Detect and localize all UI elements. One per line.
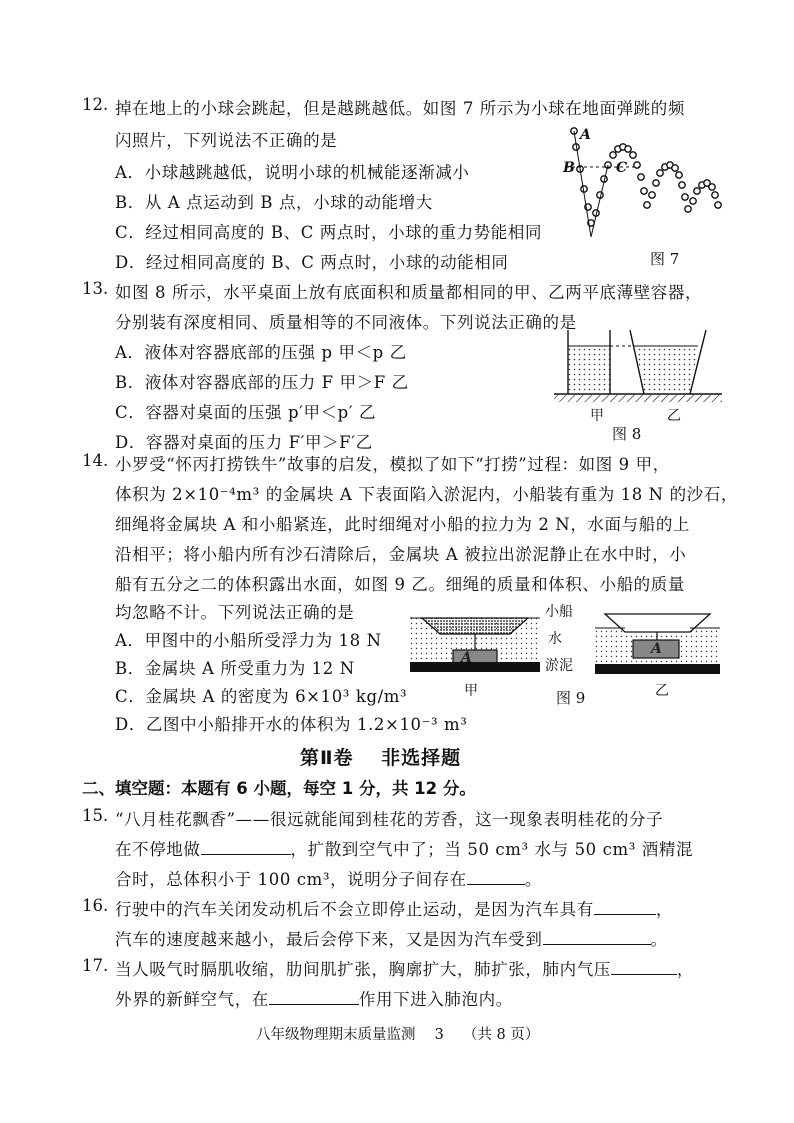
figure-7-caption: 图 7: [650, 250, 680, 268]
q13-number: 13.: [82, 279, 109, 298]
figure-8-label-jia: 甲: [590, 408, 604, 424]
figure-8-containers: [548, 328, 728, 408]
figure-8-caption: 图 8: [612, 425, 642, 443]
q12-option-b: B．从 A 点运动到 B 点，小球的动能增大: [115, 193, 433, 212]
figure-9-jia: [410, 602, 540, 676]
q17-line1: [115, 956, 694, 980]
q13-stem-line1: 如图 8 所示，水平桌面上放有底面积和质量都相同的甲、乙两平底薄壁容器，: [115, 283, 703, 302]
q12-option-c: C．经过相同高度的 B、C 两点时，小球的重力势能相同: [115, 223, 543, 242]
q15-line2-text-a: 在不停地做: [115, 840, 201, 859]
q14-stem-line6: 均忽略不计。下列说法正确的是: [115, 603, 355, 622]
figure-9-label-boat: 小船: [545, 604, 573, 620]
q16-line2-text-a: 汽车的速度越来越小，最后会停下来，又是因为汽车受到: [115, 930, 543, 949]
q17-line2: [115, 986, 513, 1010]
q14-option-c: C．金属块 A 的密度为 6×10³ kg/m³: [115, 687, 408, 706]
figure-9-jia-block-label: A: [461, 650, 472, 666]
q14-option-b: B．金属块 A 所受重力为 12 N: [115, 659, 355, 678]
figure-9-label-jia: 甲: [464, 683, 478, 699]
q17-answer-blank-1[interactable]: [611, 960, 677, 975]
q14-stem-line2: 体积为 2×10⁻⁴m³ 的金属块 A 下表面陷入淤泥内，小船装有重为 18 N 的沙石，: [115, 485, 738, 504]
q17-number: 17.: [82, 956, 109, 975]
q12-stem-line2: 闪照片，下列说法不正确的是: [115, 131, 338, 150]
q15-line3-text-b: 。: [524, 870, 542, 889]
page-footer: 八年级物理期末质量监测 3 （共 8 页）: [256, 1027, 540, 1043]
q16-answer-blank-1[interactable]: [594, 900, 656, 915]
q16-line1-text-a: 行驶中的汽车关闭发动机后不会立即停止运动，是因为汽车具有: [115, 900, 594, 919]
section-2-header: 二、填空题：本题有 6 小题，每空 1 分，共 12 分。: [82, 779, 476, 798]
figure-7-label-c: C: [616, 160, 628, 176]
q12-number: 12.: [82, 95, 109, 114]
q15-answer-blank-1[interactable]: [201, 840, 291, 855]
q13-stem-line2: 分别装有深度相同、质量相等的不同液体。下列说法正确的是: [115, 313, 577, 332]
q15-line2: [115, 836, 693, 860]
part-2-title: 第Ⅱ卷 非选择题: [300, 747, 462, 769]
q14-stem-line3: 细绳将金属块 A 和小船紧连，此时细绳对小船的拉力为 2 N，水面与船的上: [115, 515, 691, 534]
figure-9-label-water: 水: [548, 631, 562, 647]
q15-line1: “八月桂花飘香”——很远就能闻到桂花的芳香，这一现象表明桂花的分子: [115, 810, 664, 829]
figure-7-bouncing-ball: [560, 125, 730, 255]
q16-answer-blank-2[interactable]: [543, 930, 651, 945]
q14-option-d: D．乙图中小船排开水的体积为 1.2×10⁻³ m³: [115, 715, 468, 734]
q16-line1-text-b: ，: [655, 900, 673, 919]
q14-stem-line1: 小罗受“怀丙打捞铁牛”故事的启发，模拟了如下“打捞”过程：如图 9 甲，: [115, 455, 670, 474]
figure-9-label-mud: 淤泥: [545, 658, 573, 674]
figure-9-yi-block-label: A: [651, 641, 662, 657]
q15-line3-text-a: 合时，总体积小于 100 cm³，说明分子间存在: [115, 870, 467, 889]
figure-8-label-yi: 乙: [667, 408, 681, 424]
q17-line2-text-b: 作用下进入肺泡内。: [358, 990, 513, 1009]
q17-line1-text-b: ，: [676, 960, 695, 979]
q14-stem-line4: 沿相平；将小船内所有沙石清除后，金属块 A 被拉出淤泥静止在水中时，小: [115, 545, 687, 564]
q16-number: 16.: [82, 896, 109, 915]
q15-answer-blank-2[interactable]: [467, 870, 525, 885]
q12-option-a: A．小球越跳越低，说明小球的机械能逐渐减小: [115, 163, 470, 182]
q12-stem-line1: 掉在地上的小球会跳起，但是越跳越低。如图 7 所示为小球在地面弹跳的频: [115, 99, 685, 118]
q14-stem-line5: 船有五分之二的体积露出水面，如图 9 乙。细绳的质量和体积、小船的质量: [115, 575, 685, 594]
q12-option-d: D．经过相同高度的 B、C 两点时，小球的动能相同: [115, 253, 509, 272]
q17-answer-blank-2[interactable]: [269, 990, 359, 1005]
q15-line2-text-b: ，扩散到空气中了；当 50 cm³ 水与 50 cm³ 酒精混: [290, 840, 694, 859]
figure-9-caption: 图 9: [556, 689, 586, 707]
q13-option-c: C．容器对桌面的压强 p′甲＜p′ 乙: [115, 403, 377, 422]
q13-option-d: D．容器对桌面的压力 F′甲＞F′乙: [115, 433, 373, 452]
q17-line2-text-a: 外界的新鲜空气，在: [115, 990, 269, 1009]
figure-9-label-yi: 乙: [655, 683, 669, 699]
q15-line3: [115, 866, 542, 890]
q16-line2-text-b: 。: [650, 930, 668, 949]
figure-7-label-a: A: [580, 127, 591, 143]
figure-7-label-b: B: [563, 160, 575, 176]
q17-line1-text-a: 当人吸气时膈肌收缩，肋间肌扩张，胸廓扩大，肺扩张，肺内气压: [115, 960, 611, 979]
q16-line2: [115, 926, 668, 950]
q14-number: 14.: [82, 451, 109, 470]
q13-option-b: B．液体对容器底部的压力 F 甲＞F 乙: [115, 373, 409, 392]
q15-number: 15.: [82, 806, 109, 825]
q16-line1: [115, 896, 673, 920]
q14-option-a: A．甲图中的小船所受浮力为 18 N: [115, 631, 382, 650]
q13-option-a: A．液体对容器底部的压强 p 甲＜p 乙: [115, 343, 407, 362]
